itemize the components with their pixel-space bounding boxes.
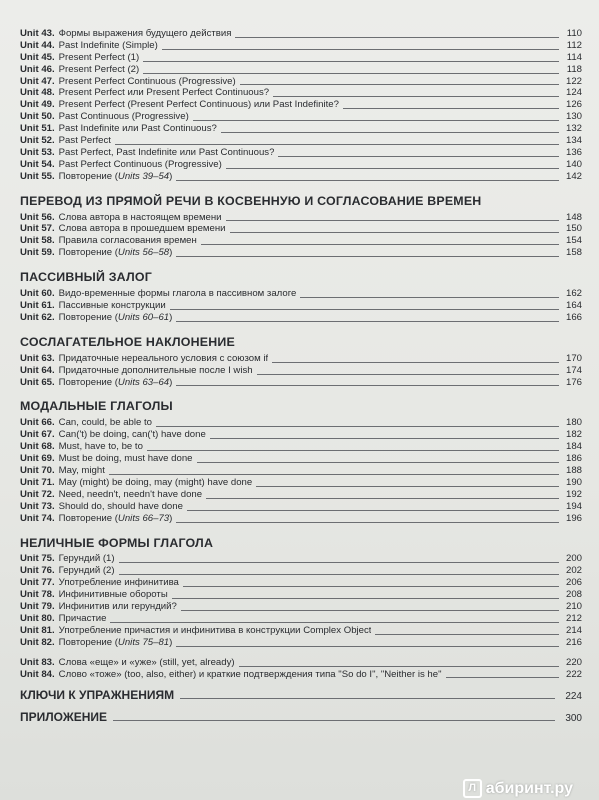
toc-extra-row[interactable] — [20, 710, 582, 724]
unit-number: Unit 46. — [20, 63, 55, 75]
toc-row[interactable] — [20, 171, 582, 183]
toc-row[interactable] — [20, 147, 582, 159]
unit-title — [59, 489, 202, 501]
leader-line — [206, 498, 559, 499]
unit-title-text: Видо-временные формы глагола в пассивном залоге — [58, 288, 297, 300]
toc-row[interactable] — [20, 657, 582, 669]
toc-row[interactable] — [20, 565, 582, 577]
unit-title-text: Слова «еще» и «уже» (still, yet, already) — [58, 656, 235, 668]
toc-row[interactable] — [20, 28, 582, 40]
leader-line — [115, 144, 559, 145]
unit-range: Units 66–73 — [117, 512, 170, 524]
unit-title — [59, 212, 222, 224]
extra-title: КЛЮЧИ К УПРАЖНЕНИЯМ — [20, 688, 175, 703]
unit-title — [59, 235, 197, 247]
leader-line — [176, 180, 559, 181]
toc-row[interactable] — [20, 577, 582, 589]
unit-number: Unit 71. — [20, 476, 55, 488]
unit-title — [59, 613, 107, 625]
watermark — [463, 779, 573, 798]
leader-line — [181, 610, 559, 611]
page-number: 140 — [565, 158, 582, 170]
unit-title-text: Повторение ( — [58, 376, 118, 388]
unit-number: Unit 72. — [20, 488, 55, 500]
unit-title — [59, 223, 226, 235]
unit-range: Units 75–81 — [117, 636, 170, 648]
unit-number: Unit 61. — [20, 300, 55, 312]
leader-line — [162, 49, 559, 50]
unit-title-text: Present Perfect или Present Perfect Continuous? — [58, 87, 270, 99]
unit-range: Units 63–64 — [117, 376, 170, 388]
unit-title-text: Употребление причастия и инфинитива в конструкции Complex Object — [58, 624, 372, 636]
leader-line — [226, 168, 559, 169]
page-number: 166 — [565, 311, 582, 323]
unit-number: Unit 84. — [20, 668, 55, 680]
toc-row[interactable] — [20, 123, 582, 135]
unit-title-text: Must be doing, must have done — [58, 453, 193, 465]
unit-number: Unit 74. — [20, 512, 55, 524]
leader-line — [176, 256, 559, 257]
toc-row[interactable] — [20, 477, 582, 489]
leader-line — [257, 374, 559, 375]
unit-title — [59, 501, 183, 513]
unit-title — [59, 171, 173, 183]
page-number: 176 — [565, 376, 582, 388]
page-number: 142 — [565, 170, 582, 182]
leader-line — [278, 156, 559, 157]
toc-row[interactable] — [20, 64, 582, 76]
unit-number: Unit 55. — [20, 170, 55, 182]
section-heading: СОСЛАГАТЕЛЬНОЕ НАКЛОНЕНИЕ — [20, 334, 235, 349]
unit-title — [59, 417, 152, 429]
page-number: 196 — [565, 512, 582, 524]
unit-number: Unit 73. — [20, 500, 55, 512]
unit-title-close: ) — [169, 512, 173, 524]
unit-title-text: Инфинитив или герундий? — [58, 601, 177, 613]
unit-number: Unit 75. — [20, 553, 55, 565]
unit-title-text: Формы выражения будущего действия — [58, 27, 232, 39]
unit-number: Unit 56. — [20, 211, 55, 223]
page-number: 150 — [565, 223, 582, 235]
unit-title-text: Слово «тоже» (too, also, either) и краткие подтверждения типа "So do I", "Neither is he" — [58, 668, 442, 680]
toc-row[interactable] — [20, 365, 582, 377]
toc-row[interactable] — [20, 159, 582, 171]
leader-line — [226, 220, 559, 221]
unit-title-text: Past Perfect Continuous (Progressive) — [58, 158, 222, 170]
toc-row[interactable] — [20, 465, 582, 477]
unit-number: Unit 60. — [20, 288, 55, 300]
page-number: 222 — [565, 668, 582, 680]
page-number: 174 — [565, 364, 582, 376]
unit-title — [59, 377, 173, 389]
toc-row[interactable] — [20, 300, 582, 312]
toc-row[interactable] — [20, 288, 582, 300]
unit-number: Unit 51. — [20, 123, 55, 135]
page-number: 182 — [565, 429, 582, 441]
unit-title — [59, 625, 372, 637]
page-number: 170 — [565, 352, 582, 364]
toc-row[interactable] — [20, 87, 582, 99]
unit-title — [59, 312, 173, 324]
unit-title-text: Present Perfect (1) — [58, 51, 140, 63]
toc-row[interactable] — [20, 40, 582, 52]
section-heading: ПЕРЕВОД ИЗ ПРЯМОЙ РЕЧИ В КОСВЕННУЮ И СОГЛАСОВАНИЕ ВРЕМЕН — [20, 193, 482, 208]
page-number: 136 — [565, 146, 582, 158]
unit-title-text: Past Perfect, Past Indefinite или Past Continuous? — [58, 146, 275, 158]
page-number: 132 — [565, 123, 582, 135]
toc-row[interactable] — [20, 669, 582, 681]
leader-line — [272, 362, 559, 363]
unit-title-text: Повторение ( — [58, 170, 118, 182]
unit-title — [59, 52, 140, 64]
page-number: 194 — [565, 500, 582, 512]
leader-line — [273, 96, 559, 97]
page-number: 134 — [565, 135, 582, 146]
unit-title-text: May, might — [58, 465, 105, 477]
page-number: 208 — [565, 589, 582, 601]
leader-line — [172, 598, 559, 599]
extra-title: ПРИЛОЖЕНИЕ — [20, 710, 107, 725]
toc-row[interactable] — [20, 625, 582, 637]
unit-number: Unit 53. — [20, 146, 55, 158]
leader-line — [109, 474, 559, 475]
leader-line — [197, 462, 559, 463]
unit-title — [59, 577, 179, 589]
toc-row[interactable] — [20, 417, 582, 429]
unit-title-text: Слова автора в настоящем времени — [58, 211, 222, 223]
unit-number: Unit 68. — [20, 441, 55, 453]
unit-title — [59, 123, 217, 135]
unit-title-text: Must, have to, be to — [58, 441, 143, 453]
leader-line — [147, 450, 559, 451]
unit-title-text: May (might) be doing, may (might) have done — [58, 476, 253, 488]
unit-number: Unit 77. — [20, 577, 55, 589]
page-number: 158 — [565, 247, 582, 259]
unit-number: Unit 43. — [20, 27, 55, 39]
unit-title-text: Can, could, be able to — [58, 417, 152, 429]
unit-number: Unit 69. — [20, 453, 55, 465]
page-number: 206 — [565, 577, 582, 589]
unit-title-close: ) — [169, 636, 173, 648]
leader-line — [300, 297, 559, 298]
page-number: 122 — [565, 75, 582, 87]
page-number: 118 — [566, 63, 582, 75]
section-heading: ПАССИВНЫЙ ЗАЛОГ — [20, 270, 152, 285]
unit-title — [59, 453, 193, 465]
unit-number: Unit 47. — [20, 75, 55, 87]
section-heading: НЕЛИЧНЫЕ ФОРМЫ ГЛАГОЛА — [20, 535, 214, 550]
toc-row[interactable] — [20, 453, 582, 465]
unit-title — [59, 601, 177, 613]
unit-title — [59, 465, 105, 477]
page-number: 180 — [565, 417, 582, 429]
unit-number: Unit 58. — [20, 235, 55, 247]
toc-row[interactable] — [20, 235, 582, 247]
unit-title — [59, 159, 222, 171]
unit-title-text: Should do, should have done — [58, 500, 183, 512]
unit-title — [59, 669, 442, 681]
page-number: 300 — [565, 713, 582, 725]
unit-title — [59, 637, 173, 649]
page-number: 212 — [565, 612, 582, 624]
unit-title-text: Правила согласования времен — [58, 235, 197, 247]
unit-title — [59, 76, 236, 88]
unit-title-text: Present Perfect Continuous (Progressive) — [58, 75, 236, 87]
unit-title-text: Present Perfect (Present Perfect Continuous) или Past Indefinite? — [58, 99, 339, 111]
leader-line — [183, 586, 559, 587]
unit-title-close: ) — [169, 170, 173, 182]
unit-number: Unit 48. — [20, 87, 55, 99]
unit-title-close: ) — [169, 311, 173, 323]
leader-line — [176, 321, 559, 322]
unit-range: Units 60–61 — [117, 311, 170, 323]
unit-title — [59, 111, 189, 123]
leader-line — [119, 562, 559, 563]
page-number: 110 — [566, 27, 582, 39]
leader-line — [110, 622, 559, 623]
unit-number: Unit 45. — [20, 51, 55, 63]
toc-row[interactable] — [20, 99, 582, 111]
unit-title-text: Need, needn't, needn't have done — [58, 488, 203, 500]
unit-title — [59, 513, 173, 525]
unit-number: Unit 44. — [20, 39, 55, 51]
unit-title-text: Придаточные нереального условия с союзом if — [58, 352, 269, 364]
unit-title-close: ) — [169, 247, 173, 259]
unit-title-text: Повторение ( — [58, 636, 118, 648]
unit-title — [59, 441, 143, 453]
leader-line — [446, 677, 559, 678]
unit-title-text: Придаточные дополнительные после I wish — [58, 364, 253, 376]
unit-title-text: Повторение ( — [58, 512, 118, 524]
unit-title — [59, 365, 253, 377]
toc-row[interactable] — [20, 52, 582, 64]
toc-row[interactable] — [20, 513, 582, 525]
table-of-contents — [20, 28, 582, 724]
unit-title — [59, 300, 166, 312]
unit-number: Unit 54. — [20, 158, 55, 170]
leader-line — [235, 37, 559, 38]
toc-row[interactable] — [20, 501, 582, 513]
leader-line — [201, 244, 559, 245]
unit-number: Unit 64. — [20, 364, 55, 376]
unit-number: Unit 66. — [20, 417, 55, 429]
unit-title-text: Герундий (1) — [58, 553, 115, 565]
page-number: 124 — [565, 87, 582, 99]
unit-title — [59, 28, 232, 40]
watermark-logo: Л — [463, 779, 482, 798]
page-number: 192 — [565, 488, 582, 500]
page-number: 188 — [565, 465, 582, 477]
unit-title — [59, 87, 269, 99]
unit-number: Unit 50. — [20, 111, 55, 123]
leader-line — [221, 132, 559, 133]
toc-row[interactable] — [20, 589, 582, 601]
toc-row[interactable] — [20, 312, 582, 324]
unit-number: Unit 63. — [20, 352, 55, 364]
unit-number: Unit 83. — [20, 656, 55, 668]
unit-title-text: Past Indefinite или Past Continuous? — [58, 123, 217, 135]
leader-line — [176, 646, 559, 647]
leader-line — [180, 698, 555, 699]
page-number: 220 — [565, 656, 582, 668]
leader-line — [210, 438, 559, 439]
toc-extra-row[interactable] — [20, 688, 582, 702]
unit-title-text: Past Continuous (Progressive) — [58, 111, 189, 123]
unit-title — [59, 353, 269, 365]
page-number: 126 — [565, 99, 582, 111]
unit-title-text: Past Indefinite (Simple) — [58, 39, 158, 51]
leader-line — [187, 510, 559, 511]
toc-row[interactable] — [20, 353, 582, 365]
leader-line — [239, 666, 559, 667]
unit-title — [59, 565, 115, 577]
toc-row[interactable] — [20, 135, 582, 147]
leader-line — [176, 522, 559, 523]
page-number: 148 — [565, 211, 582, 223]
unit-title-text: Употребление инфинитива — [58, 577, 179, 589]
unit-title — [59, 99, 339, 111]
page-number: 200 — [565, 553, 582, 565]
toc-row[interactable] — [20, 223, 582, 235]
unit-title — [59, 477, 253, 489]
unit-number: Unit 57. — [20, 223, 55, 235]
toc-row[interactable] — [20, 554, 582, 566]
unit-title-text: Причастие — [58, 612, 107, 624]
leader-line — [230, 232, 560, 233]
unit-title — [59, 589, 168, 601]
toc-row[interactable] — [20, 377, 582, 389]
unit-title — [59, 135, 111, 147]
unit-number: Unit 82. — [20, 636, 55, 648]
page-number: 184 — [565, 441, 582, 453]
unit-number: Unit 80. — [20, 612, 55, 624]
page-number: 130 — [565, 111, 582, 123]
leader-line — [375, 634, 559, 635]
unit-number: Unit 49. — [20, 99, 55, 111]
unit-number: Unit 70. — [20, 465, 55, 477]
leader-line — [119, 574, 559, 575]
unit-number: Unit 76. — [20, 565, 55, 577]
leader-line — [256, 486, 559, 487]
page-number: 112 — [566, 39, 582, 51]
unit-number: Unit 79. — [20, 601, 55, 613]
unit-title-close: ) — [169, 376, 173, 388]
unit-title-text: Present Perfect (2) — [58, 63, 140, 75]
unit-title — [59, 657, 235, 669]
page-number: 214 — [565, 624, 582, 636]
unit-title-text: Can('t) be doing, can('t) have done — [58, 429, 206, 441]
page-number: 216 — [565, 636, 582, 648]
page-number: 210 — [565, 601, 582, 613]
leader-line — [113, 720, 555, 721]
leader-line — [193, 120, 559, 121]
unit-title — [59, 40, 158, 52]
unit-title — [59, 64, 140, 76]
unit-number: Unit 59. — [20, 247, 55, 259]
page-number: 154 — [565, 235, 582, 247]
page-number: 164 — [565, 300, 582, 312]
unit-title-text: Слова автора в прошедшем времени — [58, 223, 226, 235]
toc-row[interactable] — [20, 429, 582, 441]
unit-number: Unit 67. — [20, 429, 55, 441]
toc-row[interactable] — [20, 247, 582, 259]
toc-row[interactable] — [20, 613, 582, 625]
unit-title — [59, 429, 206, 441]
page-number: 202 — [565, 565, 582, 577]
toc-row[interactable] — [20, 637, 582, 649]
unit-title — [59, 288, 297, 300]
toc-row[interactable] — [20, 441, 582, 453]
watermark-text: абиринт.ру — [485, 779, 573, 797]
unit-number: Unit 65. — [20, 376, 55, 388]
unit-title-text: Инфинитивные обороты — [58, 589, 168, 601]
page-number: 224 — [565, 691, 582, 703]
leader-line — [143, 73, 559, 74]
unit-title-text: Пассивные конструкции — [58, 300, 166, 312]
leader-line — [143, 61, 559, 62]
unit-number: Unit 81. — [20, 624, 55, 636]
unit-title-text: Повторение ( — [58, 311, 118, 323]
leader-line — [176, 385, 559, 386]
page-number: 190 — [565, 476, 582, 488]
unit-number: Unit 62. — [20, 311, 55, 323]
toc-row[interactable] — [20, 212, 582, 224]
page-number: 186 — [565, 453, 582, 465]
unit-range: Units 39–54 — [117, 170, 170, 182]
leader-line — [156, 426, 559, 427]
unit-title — [59, 147, 275, 159]
toc-row[interactable] — [20, 489, 582, 501]
unit-number: Unit 52. — [20, 135, 55, 146]
toc-row[interactable] — [20, 76, 582, 88]
unit-range: Units 56–58 — [117, 247, 170, 259]
unit-title — [59, 553, 115, 565]
page-number: 114 — [566, 51, 582, 63]
leader-line — [170, 309, 559, 310]
unit-title-text: Герундий (2) — [58, 565, 115, 577]
toc-row[interactable] — [20, 601, 582, 613]
unit-title-text: Повторение ( — [58, 247, 118, 259]
toc-row[interactable] — [20, 111, 582, 123]
leader-line — [240, 84, 559, 85]
page-number: 162 — [565, 288, 582, 300]
unit-number: Unit 78. — [20, 589, 55, 601]
unit-title-text: Past Perfect — [58, 135, 111, 146]
unit-title — [59, 247, 173, 259]
leader-line — [343, 108, 559, 109]
section-heading: МОДАЛЬНЫЕ ГЛАГОЛЫ — [20, 399, 173, 414]
